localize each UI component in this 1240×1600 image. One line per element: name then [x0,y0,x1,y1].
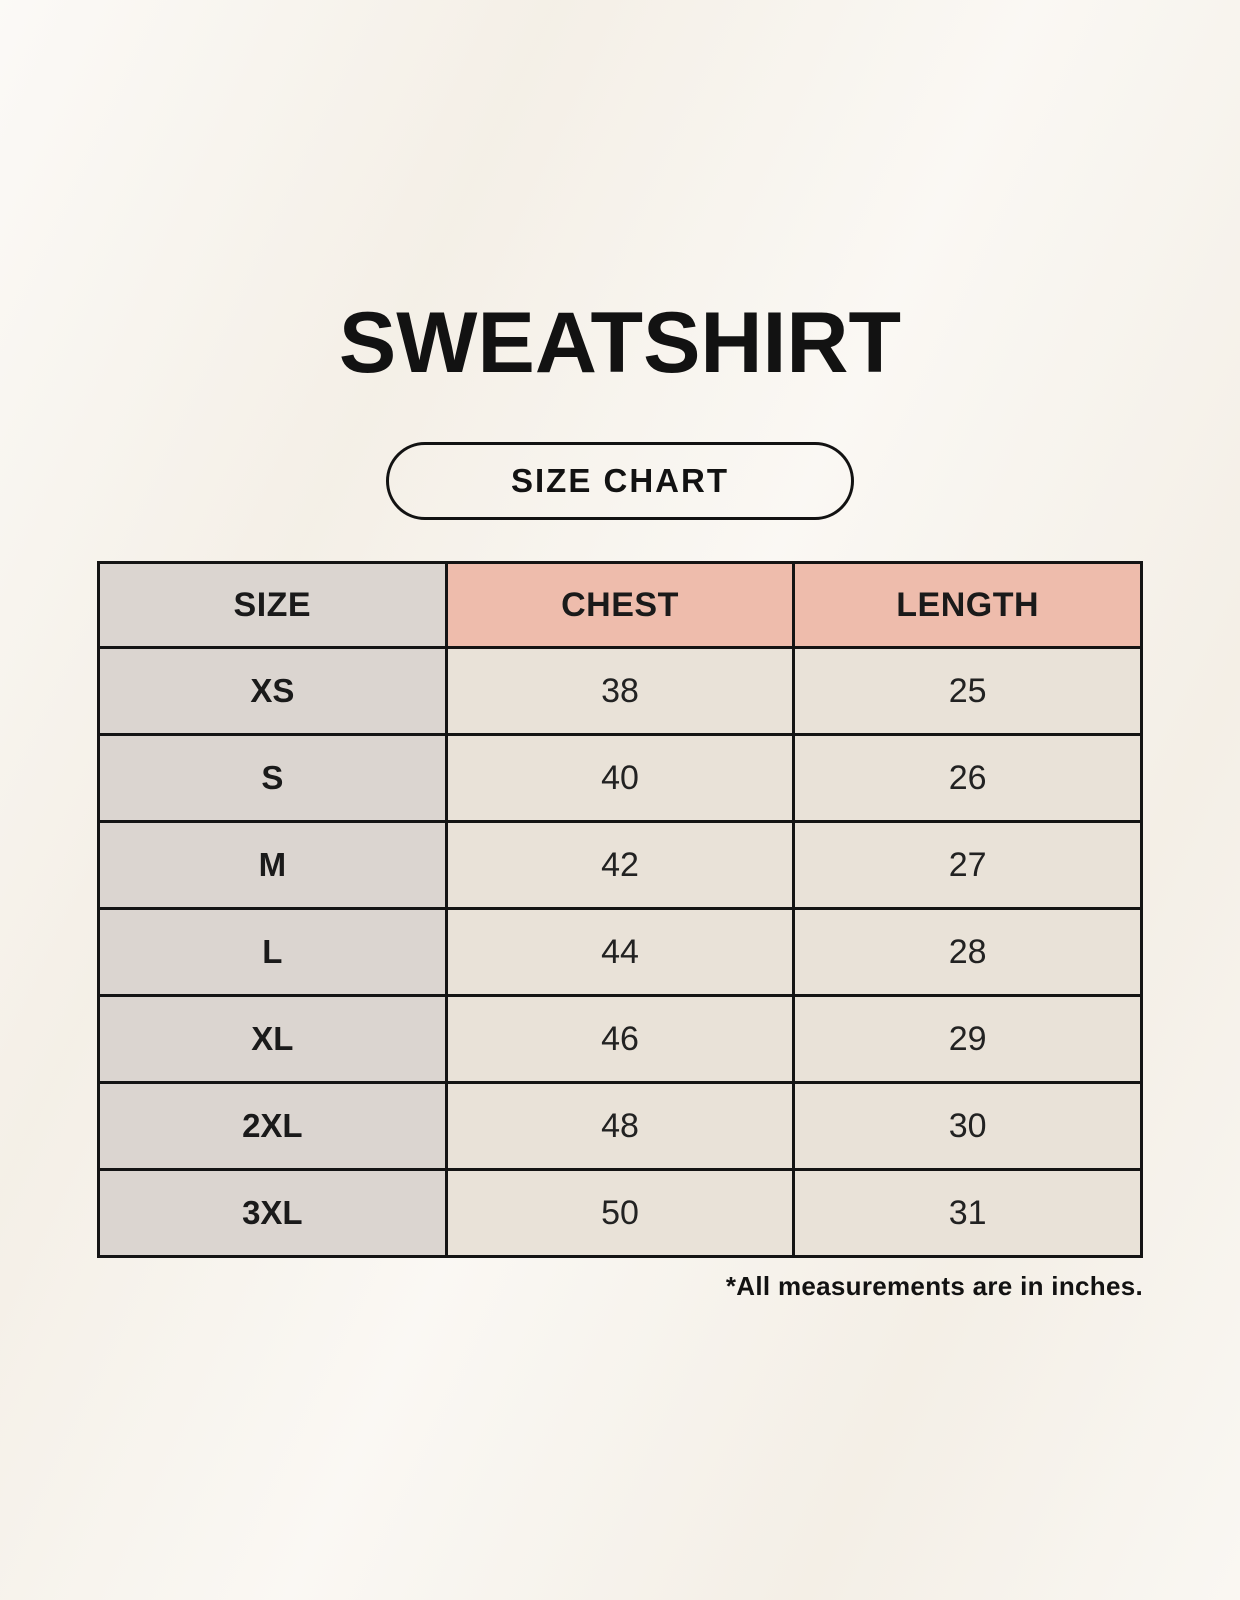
length-cell: 29 [794,996,1142,1083]
size-cell: XS [99,648,447,735]
length-cell: 28 [794,909,1142,996]
chest-cell: 50 [446,1170,794,1257]
header-row [99,563,1142,648]
length-cell: 27 [794,822,1142,909]
header-cell-size: SIZE [99,563,447,648]
header-cell-length: LENGTH [794,563,1142,648]
table-row-2xl [99,1083,1142,1170]
size-cell: XL [99,996,447,1083]
size-cell: M [99,822,447,909]
measurements-footnote: *All measurements are in inches. [725,1271,1143,1301]
size-chart-badge [386,442,854,520]
table-row-3xl [99,1170,1142,1257]
table-row-xl [99,996,1142,1083]
table-row-m [99,822,1142,909]
length-cell: 25 [794,648,1142,735]
length-cell: 26 [794,735,1142,822]
length-cell: 31 [794,1170,1142,1257]
table-row-l [99,909,1142,996]
size-cell: 2XL [99,1083,447,1170]
chest-cell: 40 [446,735,794,822]
chest-cell: 48 [446,1083,794,1170]
size-chart-badge-label: SIZE CHART [511,462,729,499]
size-cell: L [99,909,447,996]
table-row-s [99,735,1142,822]
chest-cell: 42 [446,822,794,909]
page-title: SWEATSHIRT [338,295,902,391]
size-cell: 3XL [99,1170,447,1257]
header-cell-chest: CHEST [446,563,794,648]
chest-cell: 44 [446,909,794,996]
chest-cell: 46 [446,996,794,1083]
chest-cell: 38 [446,648,794,735]
table-header [99,563,1142,648]
length-cell: 30 [794,1083,1142,1170]
table-body [99,648,1142,1257]
table-row-xs [99,648,1142,735]
size-chart-table [97,561,1143,1258]
size-cell: S [99,735,447,822]
